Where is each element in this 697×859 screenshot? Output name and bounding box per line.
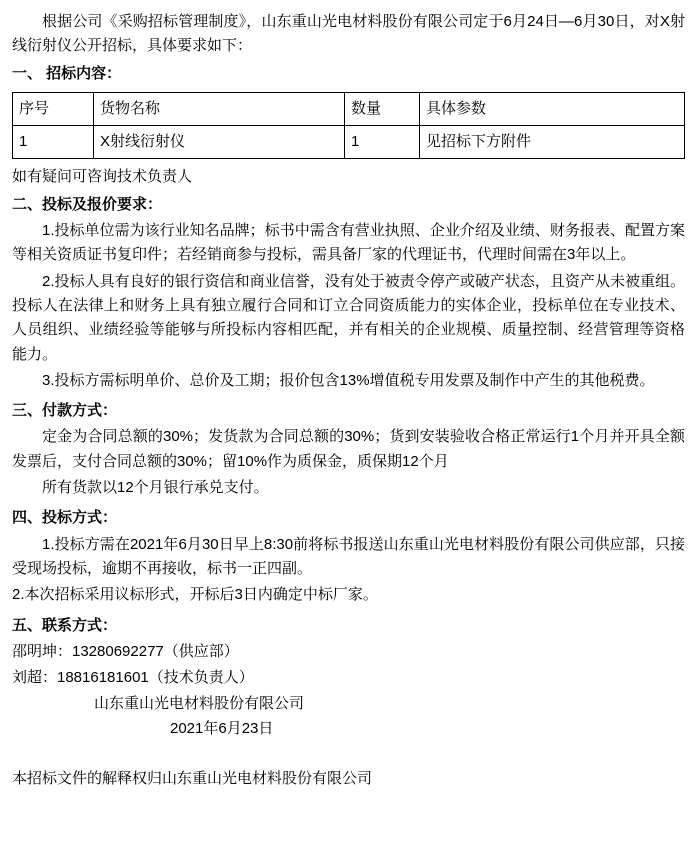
table-cell-spec: 见招标下方附件 [420,126,685,159]
section-3-title: 三、付款方式： [12,402,118,420]
table-header-seq: 序号 [13,92,94,125]
table-cell-name: X射线衍射仪 [94,126,345,159]
section-4-title: 四、投标方式： [12,509,118,527]
section-4-item-1: 1.投标方需在2021年6月30日早上8:30前将标书报送山东重山光电材料股份有限公司供应部，只接受现场投标，逾期不再接收，标书一正四副。 [12,535,685,577]
table-cell-seq: 1 [13,126,94,159]
intro-paragraph: 根据公司《采购招标管理制度》，山东重山光电材料股份有限公司定于6月24日—6月30日，对X射线衍射仪公开招标，具体要求如下： [12,13,685,55]
section-1-note: 如有疑问可咨询技术负责人 [12,168,193,186]
table-header-spec: 具体参数 [420,92,685,125]
section-3-item-1: 定金为合同总额的30%；发货款为合同总额的30%；货到安装验收合格正常运行1个月并开具全额发票后，支付合同总额的30%；留10%作为质保金，质保期12个月 [12,428,685,470]
table-row [13,126,685,159]
contact-2: 刘超：18816181601（技术负责人） [12,669,254,687]
table-header-row [13,92,685,125]
section-1-title: 一、 招标内容： [12,64,122,82]
section-2-item-2: 2.投标人具有良好的银行资信和商业信誉，没有处于被责令停产或破产状态，且资产从未被重组。投标人在法律上和财务上具有独立履行合同和订立合同资质能力的实体企业，投标单位在专业技术、人员组织、业绩经验等能够与所投标内容相匹配，并有相关的企业规模、质量控制、经营管理等资格能力。 [12,272,685,363]
section-2-item-3: 3.投标方需标明单价、总价及工期；报价包含13%增值税专用发票及制作中产生的其他税费。 [42,371,655,389]
footer-note: 本招标文件的解释权归山东重山光电材料股份有限公司 [12,770,373,788]
signature-company: 山东重山光电材料股份有限公司 [94,695,305,713]
table-header-name: 货物名称 [94,92,345,125]
signature-date: 2021年6月23日 [170,719,274,737]
table-header-qty: 数量 [345,92,420,125]
goods-table [12,92,685,160]
section-4-item-2: 2.本次招标采用议标形式，开标后3日内确定中标厂家。 [12,586,378,604]
table-cell-qty: 1 [345,126,420,159]
section-2-item-1: 1.投标单位需为该行业知名品牌；标书中需含有营业执照、企业介绍及业绩、财务报表、配置方案等相关资质证书复印件；若经销商参与投标，需具备厂家的代理证书，代理时间需在3年以上。 [12,222,685,264]
section-3-item-2: 所有货款以12个月银行承兑支付。 [42,479,269,497]
section-5-title: 五、联系方式： [12,616,118,634]
section-2-title: 二、投标及报价要求： [12,195,163,213]
contact-1: 邵明坤：13280692277（供应部） [12,642,239,660]
